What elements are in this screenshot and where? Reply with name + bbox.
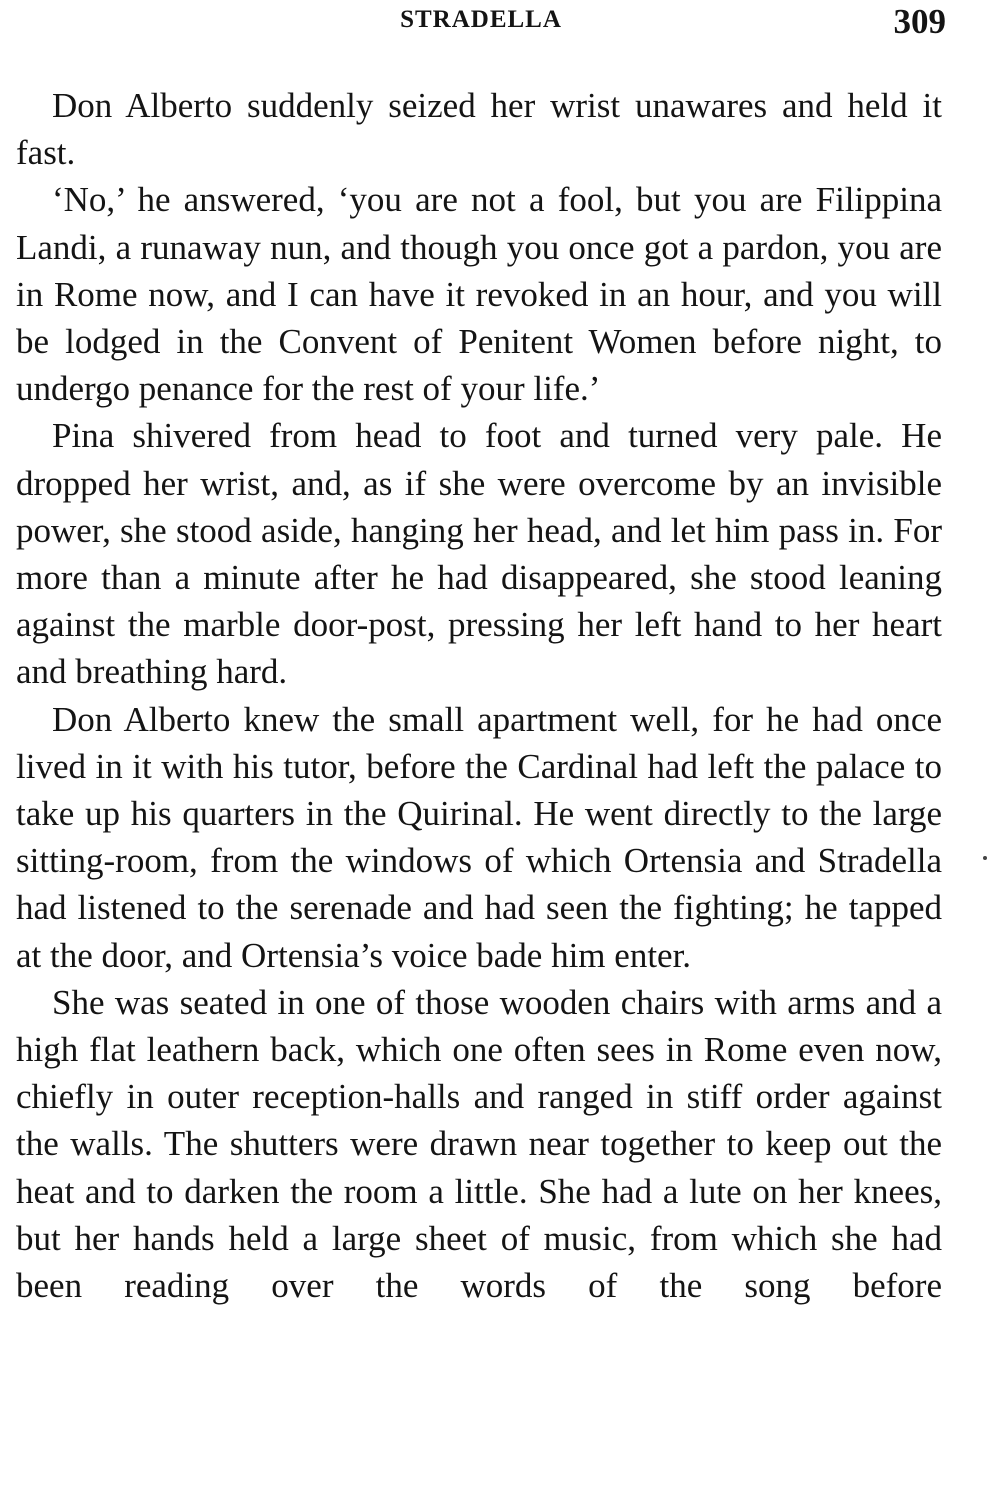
paragraph-3: Pina shivered from head to foot and turned very pale. He dropped her wrist, and, as if she were overcome by an invisible power, she stood aside, hanging her head, and let him pass in. For more than a minute after he had disappeared, she stood leaning against the marble door-post, pressing her left hand to her heart and breathing hard.	[16, 416, 942, 692]
page-number: 309	[893, 2, 946, 41]
paragraph-1: Don Alberto suddenly seized her wrist unawares and held it fast.	[16, 86, 942, 173]
stray-ink-mark	[983, 856, 987, 860]
paragraph-5: She was seated in one of those wooden chairs with arms and a high flat leathern back, which one often sees in Rome even now, chiefly in outer reception-halls and ranged in stiff order against the walls. The shutters were drawn near together to keep out the heat and to darken the room a little. She had a lute on her knees, but her hands held a large sheet of music, from which she had been reading over the words of the song before	[16, 982, 942, 1306]
running-head	[16, 2, 946, 42]
paragraph-4: Don Alberto knew the small apartment well, for he had once lived in it with his tutor, before the Cardinal had left the palace to take up his quarters in the Quirinal. He went directly to the large sitting-room, from the windows of which Ortensia and Stradella had listened to the serenade and had seen the fighting; he tapped at the door, and Ortensia’s voice bade him enter.	[16, 699, 942, 975]
body-text	[16, 82, 942, 1309]
paragraph-2: ‘No,’ he answered, ‘you are not a fool, but you are Filippina Landi, a runaway nun, and though you once got a pardon, you are in Rome now, and I can have it revoked in an hour, and you will be lodged in the Convent of Penitent Women before night, to undergo penance for the rest of your life.’	[16, 180, 942, 409]
running-title: STRADELLA	[400, 6, 562, 33]
